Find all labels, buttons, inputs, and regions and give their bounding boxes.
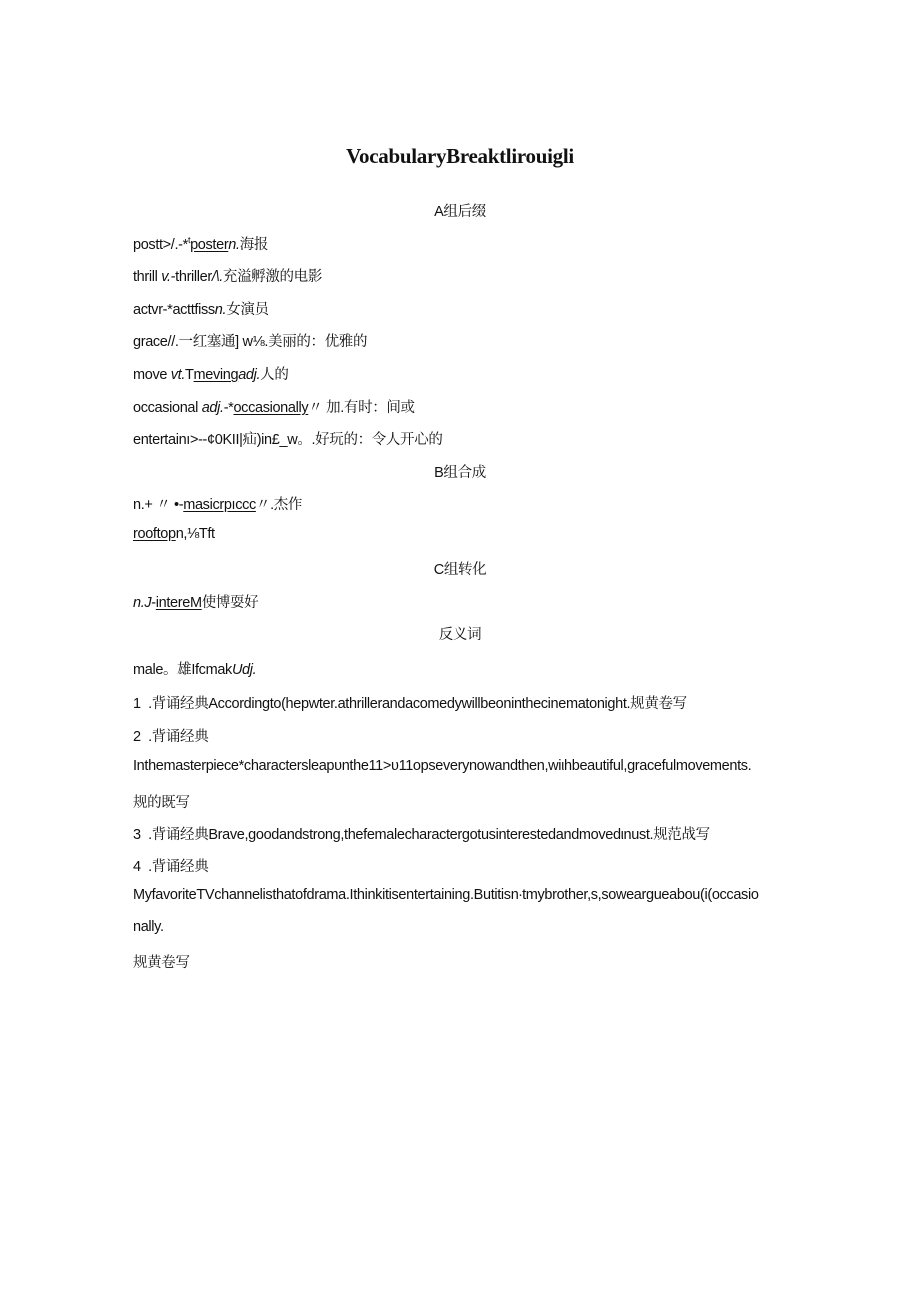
vocab-entry: rooftopn,⅛Tft <box>133 526 215 542</box>
recite-sentence: MyfavoriteTVchannelisthatofdrama.Ithinkitisentertaining.Butitisn∙tmybrother,s,soweargueabou(i(occasio <box>133 887 759 903</box>
vocab-entry: thrill v.-thriller/\.充溢孵激的电影 <box>133 269 322 285</box>
recite-item-2: 2 .背诵经典 <box>133 729 209 745</box>
recite-item-1: 1 .背诵经典Accordingto(hepwter.athrillerandacomedywillbeoninthecinematonight.规黄卷写 <box>133 696 687 712</box>
vocab-entry: postt>/.-*$^t$postern.海报 <box>133 235 269 253</box>
vocab-entry: move vt.Tmevingadj.人的 <box>133 367 289 383</box>
recite-note: 规的既写 <box>133 795 190 811</box>
recite-sentence-cont: nally. <box>133 919 164 935</box>
vocab-entry: actvr-*acttfissn.女演员 <box>133 302 269 318</box>
section-heading-c: C组转化 <box>433 562 487 578</box>
page-title: VocabularyBreaktlirouigli <box>346 144 574 168</box>
vocab-entry: occasional adj.-*occasionally〃 加.有时：间或 <box>133 400 415 416</box>
vocab-entry: n.J-intereM使博耍好 <box>133 595 259 611</box>
section-heading-b: B组合成 <box>434 465 486 481</box>
section-heading-a: A组后缀 <box>434 204 486 220</box>
section-heading-d: 反义词 <box>438 627 482 643</box>
recite-sentence: Inthemasterpiece*charactersleapυnthe11>υ11opseverynowandthen,wiιhbeautiful,gracefulmovements. <box>133 758 752 774</box>
vocab-entry: n.+ 〃 •-masicrpıccc〃.杰作 <box>133 497 303 513</box>
recite-note: 规黄卷写 <box>133 955 190 971</box>
vocab-entry: grace//.一红塞通] w⅛.美丽的：优雅的 <box>133 334 368 350</box>
antonym-entry: male。雄IfcmakUdj. <box>133 662 257 678</box>
recite-item-4: 4 .背诵经典 <box>133 859 209 875</box>
vocab-entry: entertainı>--¢0KII|疝)in£_w。.好玩的：令人开心的 <box>133 432 443 448</box>
recite-item-3: 3 .背诵经典Brave,goodandstrong,thefemalecharactergotusinterestedandmovedιnust.规范战写 <box>133 827 710 843</box>
